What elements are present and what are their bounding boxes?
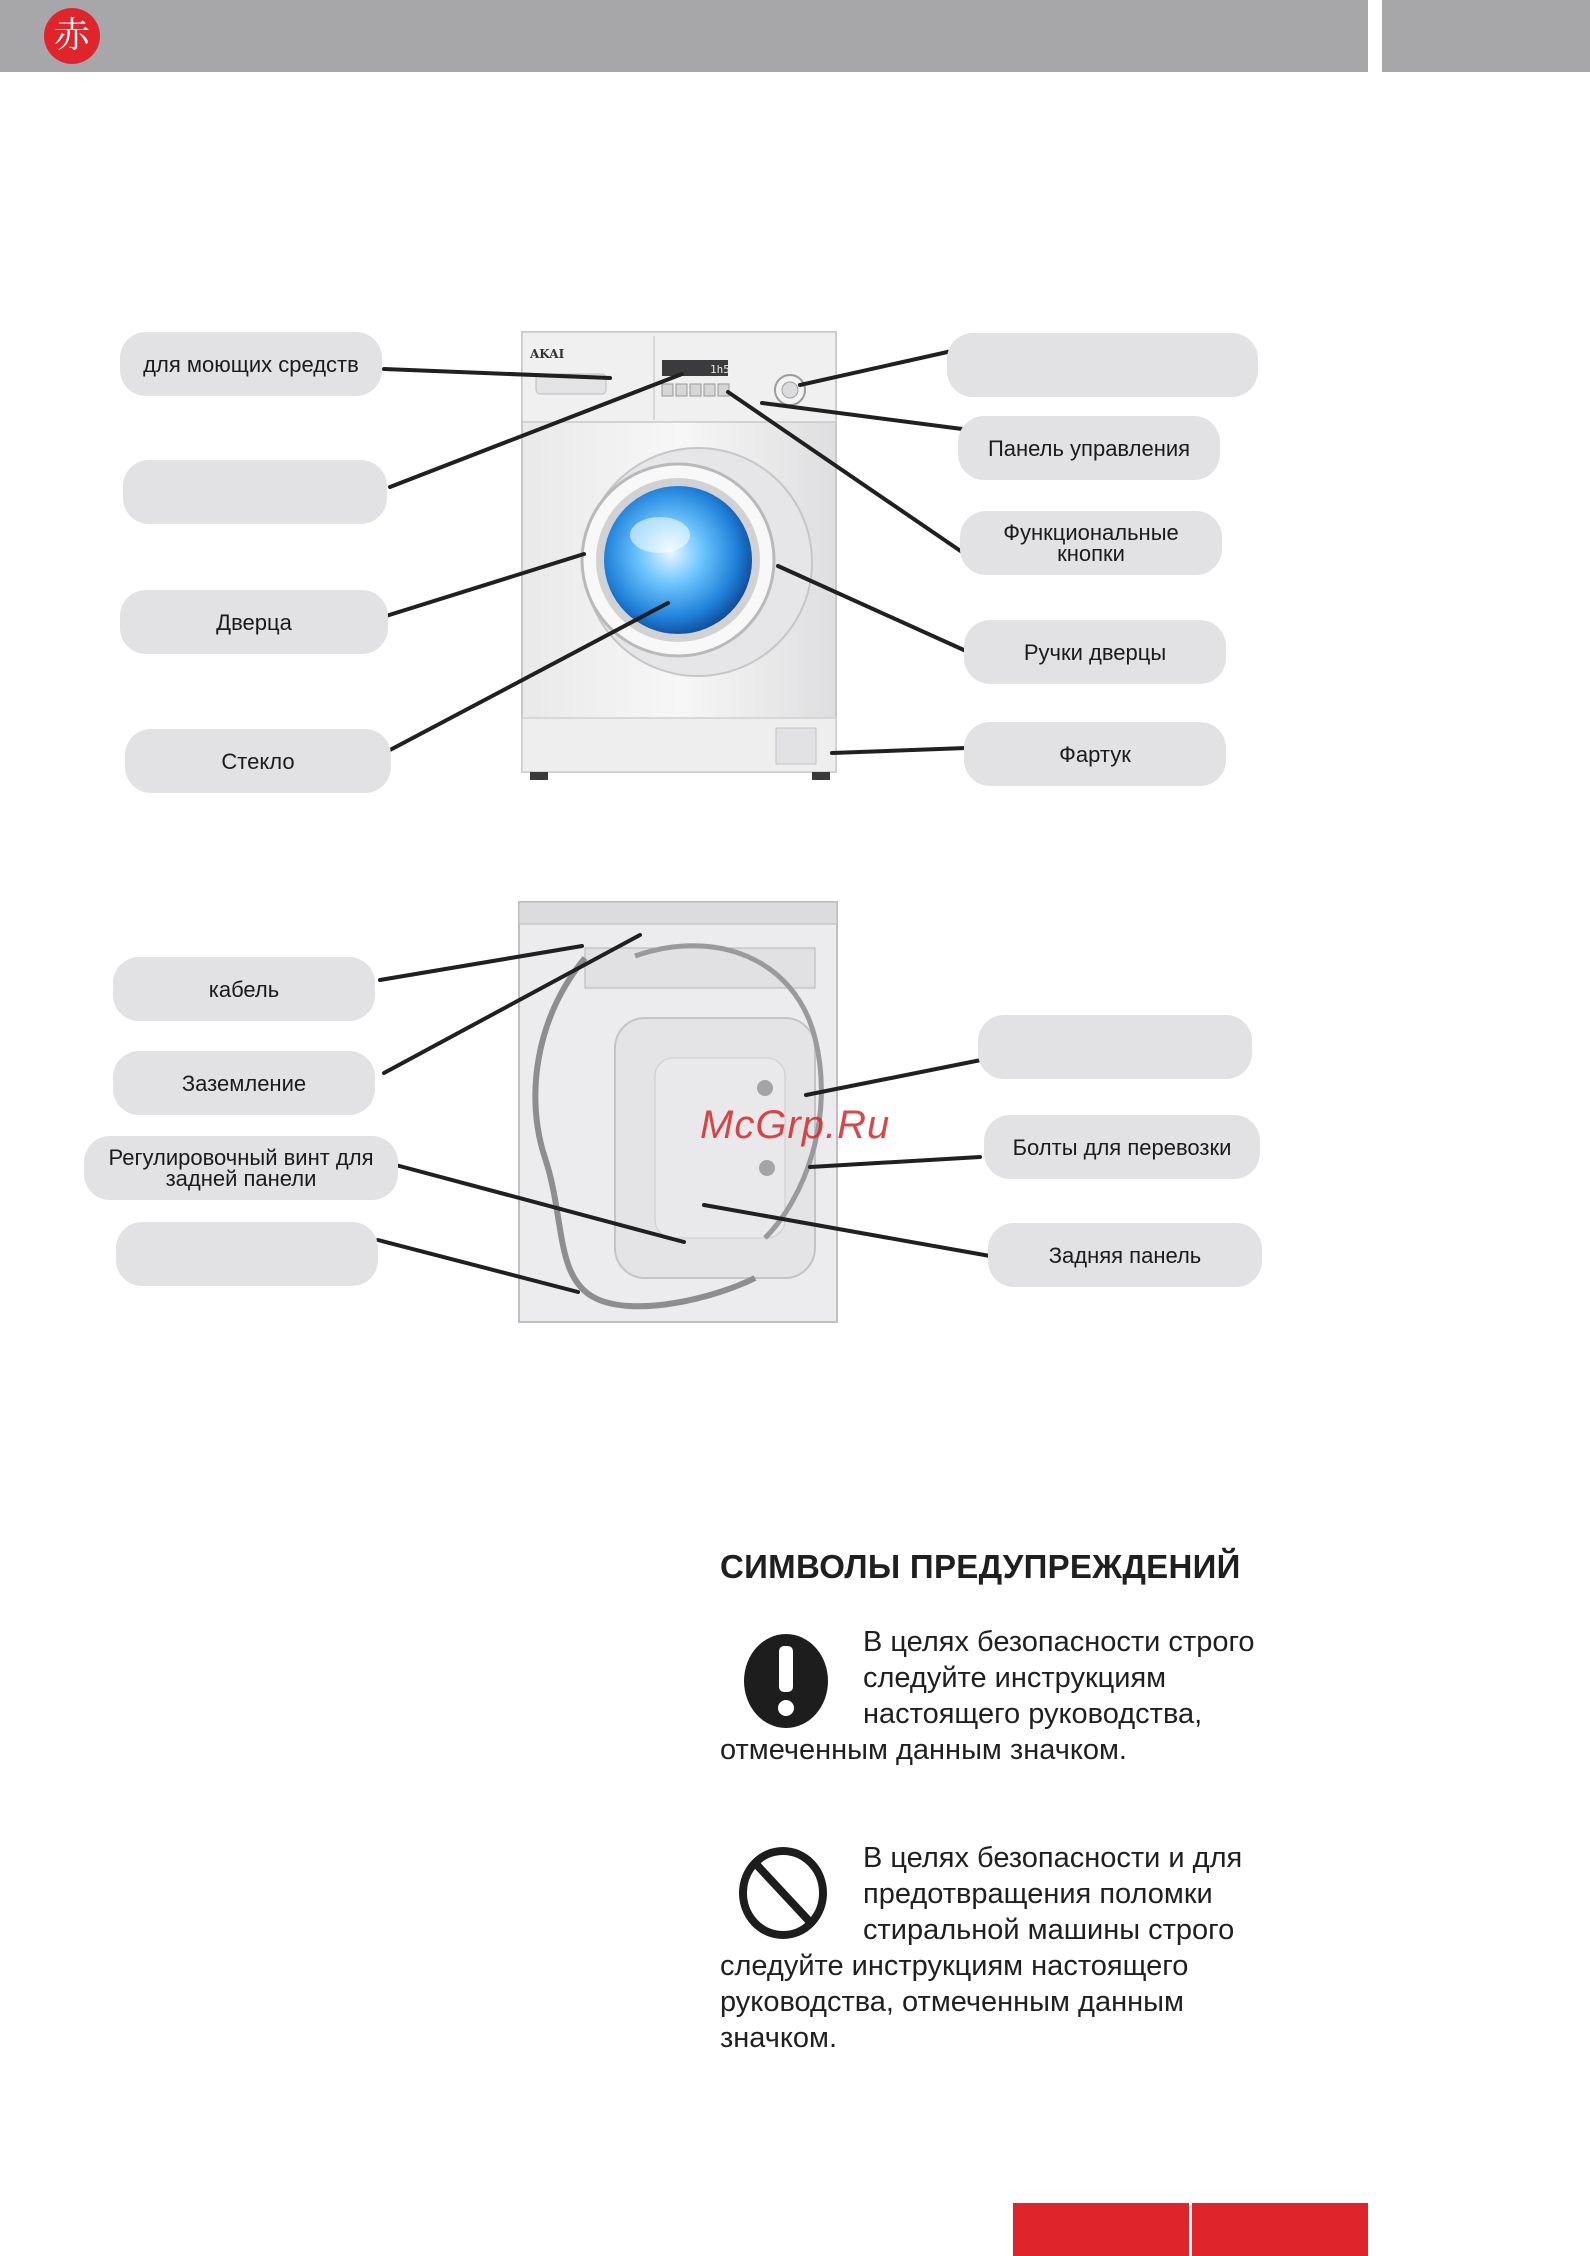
watermark-text: McGrp.Ru: [700, 1103, 891, 1147]
warning-2-line-6: значком.: [720, 2022, 838, 2054]
warning-text-2: [720, 1840, 1360, 2056]
label-adjust-screw: Регулировочный винт для задней панели: [84, 1136, 398, 1200]
warning-2-line-5: руководства, отмеченным данным: [720, 1986, 1184, 2018]
label-blank-left-2: [116, 1222, 378, 1286]
label-control-panel: Панель управления: [958, 416, 1220, 480]
label-function-buttons: Функциональные кнопки: [960, 511, 1222, 575]
label-door-handle: Ручки дверцы: [964, 620, 1226, 684]
label-transport-bolts: Болты для перевозки: [984, 1115, 1260, 1179]
warning-text-1: [720, 1624, 1360, 1768]
label-door: Дверца: [120, 590, 388, 654]
warning-1-line-4: отмеченным данным значком.: [720, 1734, 1127, 1766]
footer-box-left: [1013, 2203, 1189, 2256]
brand-logo-icon: 赤: [44, 8, 100, 64]
warning-2-line-2: предотвращения поломки: [863, 1878, 1213, 1910]
warning-1-line-3: настоящего руководства,: [863, 1698, 1203, 1730]
label-detergent-drawer: для моющих средств: [120, 332, 382, 396]
warning-1-line-2: следуйте инструкциям: [863, 1662, 1167, 1694]
warnings-title: СИМВОЛЫ ПРЕДУПРЕЖДЕНИЙ: [720, 1548, 1241, 1585]
label-blank-left-1: [123, 460, 387, 524]
machine-brand-text: AKAI: [530, 347, 565, 361]
label-apron: Фартук: [964, 722, 1226, 786]
label-blank-right-2: [978, 1015, 1252, 1079]
label-ground: Заземление: [113, 1051, 375, 1115]
label-blank-right-1: [947, 333, 1258, 397]
warning-2-line-3: стиральной машины строго: [863, 1914, 1235, 1946]
label-glass: Стекло: [125, 729, 391, 793]
footer-box-right: [1192, 2203, 1368, 2256]
machine-display-text: 1h5: [710, 363, 730, 376]
warning-1-line-1: В целях безопасности строго: [863, 1626, 1255, 1658]
warning-2-line-4: следуйте инструкциям настоящего: [720, 1950, 1189, 1982]
label-cable: кабель: [113, 957, 375, 1021]
label-rear-panel: Задняя панель: [988, 1223, 1262, 1287]
warning-2-line-1: В целях безопасности и для: [863, 1842, 1243, 1874]
